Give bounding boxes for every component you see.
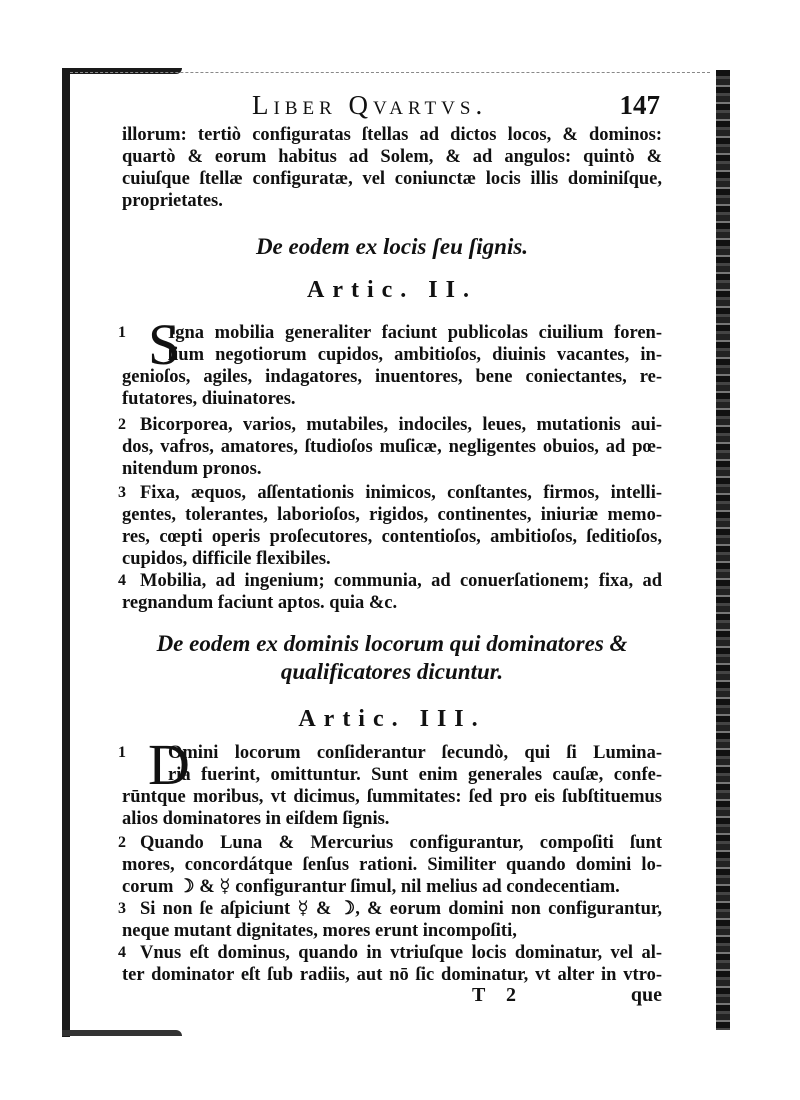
text-line: Fixa, æquos, aſſentationis inimicos, conſtantes, firmos, intelli- xyxy=(140,483,662,503)
paragraph-number: 2 xyxy=(118,834,126,851)
paragraph-number: 4 xyxy=(118,572,126,589)
running-title: Liber Qvartvs. xyxy=(252,90,488,120)
paragraph xyxy=(118,942,662,986)
text-line: corum ☽ & ☿ configurantur ſimul, nil melius ad condecentiam. xyxy=(122,877,620,897)
text-line: cupidos, difficile flexibiles. xyxy=(122,549,331,569)
text-line: dos, vafros, amatores, ſtudioſos muſicæ, negligentes obuios, ad pœ- xyxy=(122,437,662,457)
catchword: que xyxy=(630,984,662,1006)
page-edge-right xyxy=(716,70,730,1030)
text-line: regnandum faciunt aptos. quia &c. xyxy=(122,593,398,613)
text-line: futatores, diuinatores. xyxy=(122,389,296,409)
section-heading: De eodem ex dominis locorum qui dominatores & xyxy=(156,631,628,656)
paragraph xyxy=(118,570,662,614)
text-line: Omini locorum conſiderantur ſecundò, qui ſi Lumina- xyxy=(168,743,662,763)
text-line: cuiuſque ſtellæ configuratæ, vel coniunctæ locis illis dominiſque, xyxy=(122,169,662,189)
text-line: illorum: tertiò configuratas ſtellas ad dictos locos, & dominos: xyxy=(122,125,662,145)
text-line: gentes, tolerantes, laborioſos, rigidos, continentes, iniuriæ memo- xyxy=(122,505,662,525)
text-line: Si non ſe aſpiciunt ☿ & ☽, & eorum domini non configurantur, xyxy=(140,899,662,919)
page-footer xyxy=(122,984,662,1008)
page-edge-left xyxy=(62,72,70,1037)
paragraph xyxy=(118,414,662,480)
running-head xyxy=(112,88,660,128)
paragraph-number: 3 xyxy=(118,484,126,501)
text-line: ria fuerint, omittuntur. Sunt enim generales cauſæ, confe- xyxy=(168,765,662,785)
text-line: Vnus eſt dominus, quando in vtriuſque locis dominatur, vel al- xyxy=(140,943,662,963)
article-heading: Artic. II. xyxy=(307,277,477,303)
text-line: Bicorporea, varios, mutabiles, indociles, leues, mutationis aui- xyxy=(140,415,662,435)
page-number: 147 xyxy=(619,90,660,120)
paragraph-number: 1 xyxy=(118,744,126,761)
intro-text xyxy=(122,124,662,212)
signature-mark: T 2 xyxy=(472,984,524,1006)
text-line: ter dominator eſt ſub radiis, aut nō ſic dominatur, vt alter in vtro- xyxy=(122,965,662,985)
text-line: proprietates. xyxy=(122,191,223,211)
text-line: neque mutant dignitates, mores erunt incompoſiti, xyxy=(122,921,517,941)
paragraph-number: 1 xyxy=(118,324,126,341)
text-line: nitendum pronos. xyxy=(122,459,262,479)
page-edge-top xyxy=(70,72,710,74)
article-heading: Artic. III. xyxy=(298,706,486,732)
paragraph xyxy=(118,832,662,898)
drop-cap: S xyxy=(148,312,181,377)
drop-cap: D xyxy=(148,732,190,797)
paragraph-number: 2 xyxy=(118,416,126,433)
text-line: Quando Luna & Mercurius configurantur, compoſiti ſunt xyxy=(140,833,662,853)
text-line: mores, concordátque ſenſus rationi. Similiter quando domini lo- xyxy=(122,855,662,875)
section-heading: De eodem ex locis ſeu ſignis. xyxy=(255,234,529,259)
text-line: rūntque moribus, vt dicimus, ſummitates: ſed pro eis ſubſtituemus xyxy=(122,787,662,807)
section-heading: qualificatores dicuntur. xyxy=(280,659,504,684)
text-line: Mobilia, ad ingenium; communia, ad conuerſationem; fixa, ad xyxy=(140,571,662,591)
page-edge-bottom xyxy=(62,1030,182,1036)
text-line: Igna mobilia generaliter faciunt publicolas ciuilium foren- xyxy=(168,323,662,343)
text-line: res, cœpti operis proſecutores, contentioſos, ambitioſos, ſeditioſos, xyxy=(122,527,662,547)
text-line: alios dominatores in eiſdem ſignis. xyxy=(122,809,390,829)
paragraph xyxy=(118,312,662,410)
text-line: quartò & eorum habitus ad Solem, & ad angulos: quintò & xyxy=(122,147,662,167)
paragraph xyxy=(118,732,662,830)
text-line: ſium negotiorum cupidos, ambitioſos, diuinis vacantes, in- xyxy=(168,345,662,365)
paragraph xyxy=(118,898,662,942)
paragraph-number: 4 xyxy=(118,944,126,961)
paragraph-number: 3 xyxy=(118,900,126,917)
paragraph xyxy=(118,482,662,570)
text-line: genioſos, agiles, indagatores, inuentores, bene coniectantes, re- xyxy=(122,367,662,387)
